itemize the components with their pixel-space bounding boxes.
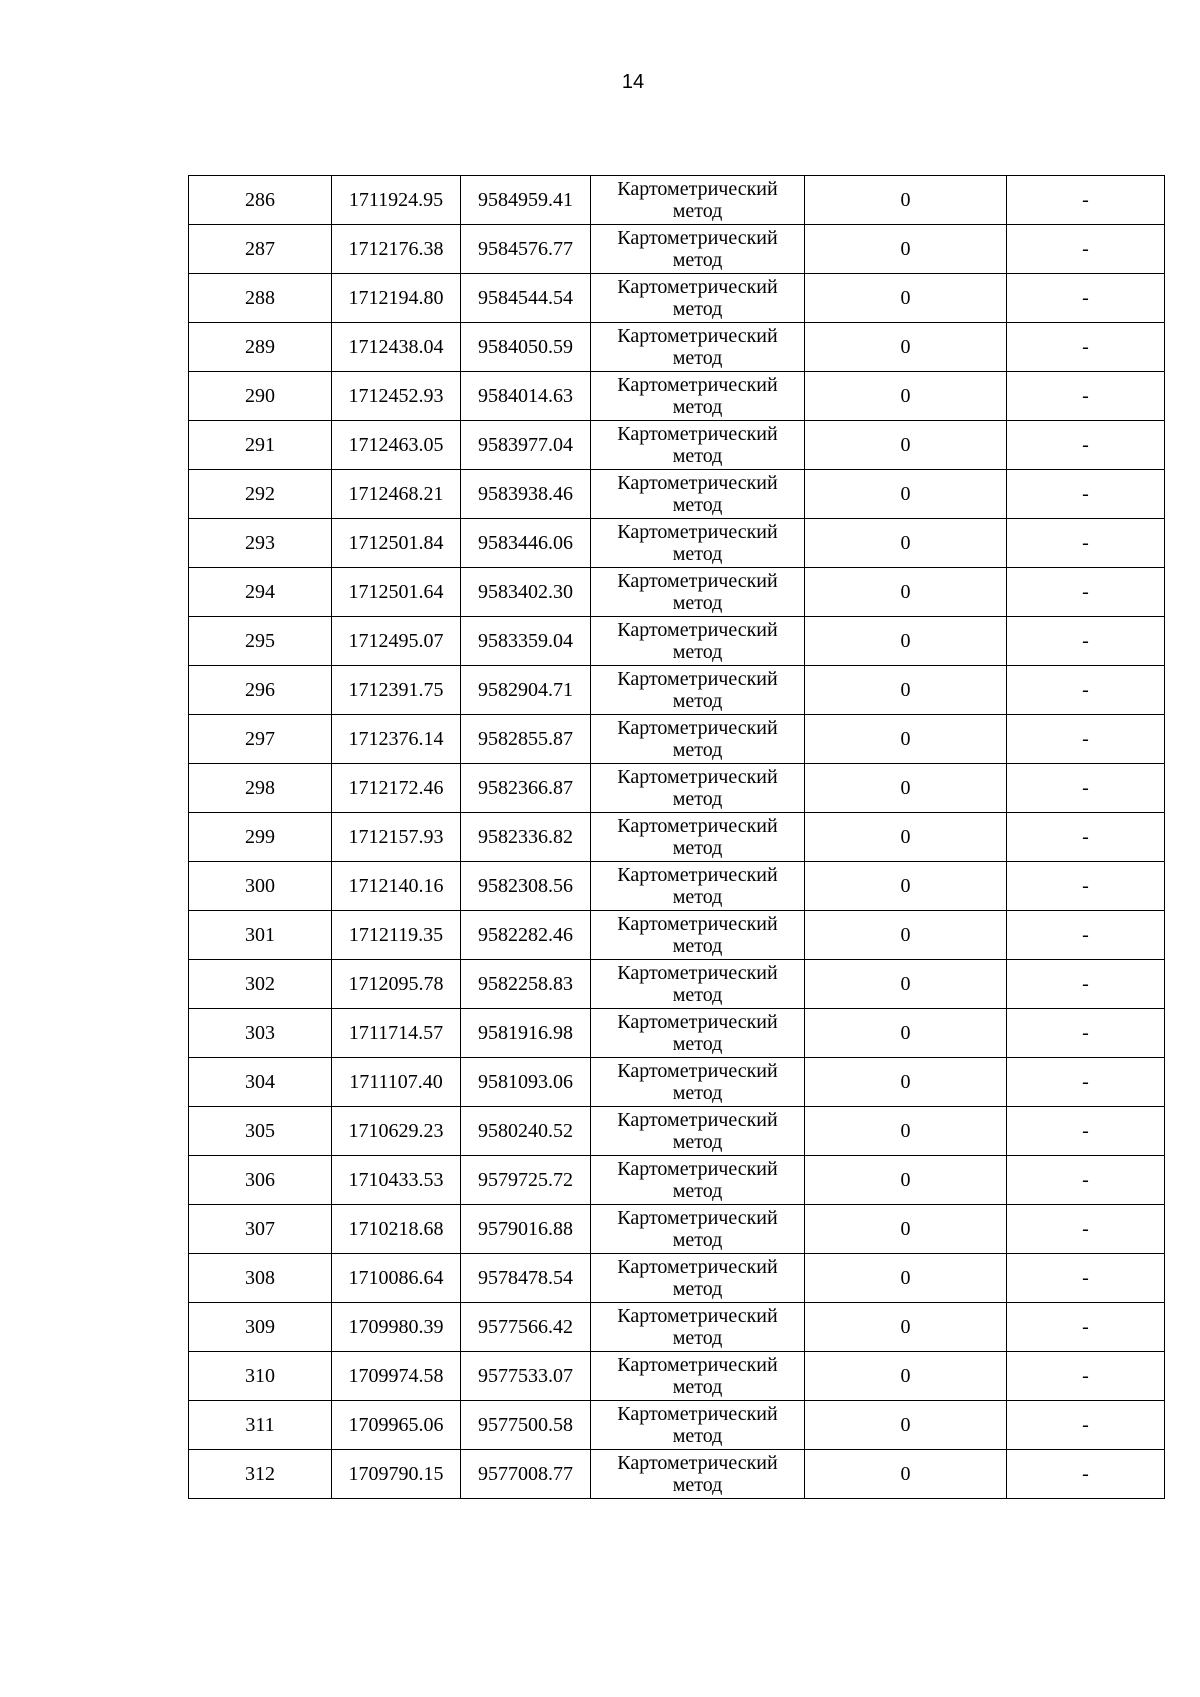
method-cell (591, 715, 805, 764)
x-coordinate-cell: 1712172.46 (332, 764, 461, 813)
x-coordinate-cell: 1712452.93 (332, 372, 461, 421)
page-number-text: 14 (621, 71, 645, 93)
table-row (189, 1156, 1165, 1205)
table-row (189, 911, 1165, 960)
x-coordinate-cell: 1712157.93 (332, 813, 461, 862)
method-line-2: метод (672, 1327, 723, 1349)
method-line-1: Картометрический (617, 1452, 778, 1474)
method-cell (591, 764, 805, 813)
note-cell: - (1007, 764, 1165, 813)
method-cell (591, 1303, 805, 1352)
error-cell: 0 (805, 1156, 1007, 1205)
point-number-cell: 306 (189, 1156, 332, 1205)
table-row (189, 1107, 1165, 1156)
note-cell: - (1007, 617, 1165, 666)
x-coordinate-cell: 1711107.40 (332, 1058, 461, 1107)
point-number-cell: 299 (189, 813, 332, 862)
note-cell: - (1007, 1156, 1165, 1205)
y-coordinate-cell: 9582904.71 (461, 666, 591, 715)
error-cell: 0 (805, 323, 1007, 372)
method-cell (591, 519, 805, 568)
point-number-cell: 307 (189, 1205, 332, 1254)
note-cell: - (1007, 323, 1165, 372)
note-cell: - (1007, 1205, 1165, 1254)
method-cell (591, 323, 805, 372)
y-coordinate-cell: 9577008.77 (461, 1450, 591, 1499)
method-line-2: метод (672, 298, 723, 320)
note-cell: - (1007, 176, 1165, 225)
y-coordinate-cell: 9584014.63 (461, 372, 591, 421)
point-number-cell: 302 (189, 960, 332, 1009)
method-line-2: метод (672, 1131, 723, 1153)
method-cell (591, 1352, 805, 1401)
note-cell: - (1007, 1058, 1165, 1107)
method-line-1: Картометрический (617, 913, 778, 935)
point-number-cell: 296 (189, 666, 332, 715)
error-cell: 0 (805, 1009, 1007, 1058)
note-cell: - (1007, 1401, 1165, 1450)
note-cell: - (1007, 862, 1165, 911)
y-coordinate-cell: 9583446.06 (461, 519, 591, 568)
method-cell (591, 1156, 805, 1205)
table-row (189, 519, 1165, 568)
point-number-cell: 304 (189, 1058, 332, 1107)
method-line-2: метод (672, 1474, 723, 1496)
table-row (189, 274, 1165, 323)
method-line-1: Картометрический (617, 1354, 778, 1376)
method-line-2: метод (672, 494, 723, 516)
y-coordinate-cell: 9578478.54 (461, 1254, 591, 1303)
method-cell (591, 862, 805, 911)
method-line-1: Картометрический (617, 864, 778, 886)
note-cell: - (1007, 1352, 1165, 1401)
x-coordinate-cell: 1709790.15 (332, 1450, 461, 1499)
point-number-cell: 294 (189, 568, 332, 617)
method-cell (591, 372, 805, 421)
method-line-2: метод (672, 1180, 723, 1202)
note-cell: - (1007, 568, 1165, 617)
table-row (189, 1401, 1165, 1450)
method-cell (591, 1401, 805, 1450)
error-cell: 0 (805, 225, 1007, 274)
x-coordinate-cell: 1709974.58 (332, 1352, 461, 1401)
table-row (189, 568, 1165, 617)
method-line-2: метод (672, 1082, 723, 1104)
note-cell: - (1007, 519, 1165, 568)
y-coordinate-cell: 9577500.58 (461, 1401, 591, 1450)
method-line-1: Картометрический (617, 276, 778, 298)
x-coordinate-cell: 1709965.06 (332, 1401, 461, 1450)
table-row (189, 764, 1165, 813)
method-cell (591, 911, 805, 960)
method-cell (591, 470, 805, 519)
y-coordinate-cell: 9582366.87 (461, 764, 591, 813)
y-coordinate-cell: 9582258.83 (461, 960, 591, 1009)
method-cell (591, 617, 805, 666)
x-coordinate-cell: 1712438.04 (332, 323, 461, 372)
method-line-2: метод (672, 690, 723, 712)
method-line-2: метод (672, 739, 723, 761)
y-coordinate-cell: 9583938.46 (461, 470, 591, 519)
method-line-2: метод (672, 1376, 723, 1398)
error-cell: 0 (805, 176, 1007, 225)
y-coordinate-cell: 9582336.82 (461, 813, 591, 862)
note-cell: - (1007, 1009, 1165, 1058)
y-coordinate-cell: 9584050.59 (461, 323, 591, 372)
point-number-cell: 311 (189, 1401, 332, 1450)
point-number-cell: 288 (189, 274, 332, 323)
error-cell: 0 (805, 470, 1007, 519)
point-number-cell: 303 (189, 1009, 332, 1058)
x-coordinate-cell: 1709980.39 (332, 1303, 461, 1352)
method-cell (591, 1009, 805, 1058)
y-coordinate-cell: 9581093.06 (461, 1058, 591, 1107)
coordinates-table-body (189, 176, 1165, 1499)
table-row (189, 1009, 1165, 1058)
x-coordinate-cell: 1711714.57 (332, 1009, 461, 1058)
point-number-cell: 309 (189, 1303, 332, 1352)
note-cell: - (1007, 421, 1165, 470)
y-coordinate-cell: 9584544.54 (461, 274, 591, 323)
table-row (189, 323, 1165, 372)
error-cell: 0 (805, 813, 1007, 862)
error-cell: 0 (805, 421, 1007, 470)
point-number-cell: 293 (189, 519, 332, 568)
method-line-1: Картометрический (617, 570, 778, 592)
point-number-cell: 310 (189, 1352, 332, 1401)
table-row (189, 960, 1165, 1009)
method-cell (591, 568, 805, 617)
method-line-1: Картометрический (617, 766, 778, 788)
method-line-1: Картометрический (617, 521, 778, 543)
method-line-2: метод (672, 935, 723, 957)
table-row (189, 1254, 1165, 1303)
method-line-1: Картометрический (617, 1305, 778, 1327)
method-line-1: Картометрический (617, 178, 778, 200)
y-coordinate-cell: 9581916.98 (461, 1009, 591, 1058)
y-coordinate-cell: 9579016.88 (461, 1205, 591, 1254)
method-line-2: метод (672, 641, 723, 663)
method-line-1: Картометрический (617, 1207, 778, 1229)
point-number-cell: 290 (189, 372, 332, 421)
method-line-1: Картометрический (617, 374, 778, 396)
x-coordinate-cell: 1710629.23 (332, 1107, 461, 1156)
y-coordinate-cell: 9582308.56 (461, 862, 591, 911)
note-cell: - (1007, 813, 1165, 862)
note-cell: - (1007, 225, 1165, 274)
method-line-2: метод (672, 984, 723, 1006)
method-line-2: метод (672, 592, 723, 614)
error-cell: 0 (805, 274, 1007, 323)
error-cell: 0 (805, 1450, 1007, 1499)
method-cell (591, 666, 805, 715)
point-number-cell: 300 (189, 862, 332, 911)
x-coordinate-cell: 1712501.84 (332, 519, 461, 568)
y-coordinate-cell: 9580240.52 (461, 1107, 591, 1156)
error-cell: 0 (805, 1254, 1007, 1303)
y-coordinate-cell: 9577533.07 (461, 1352, 591, 1401)
error-cell: 0 (805, 666, 1007, 715)
y-coordinate-cell: 9583402.30 (461, 568, 591, 617)
method-line-1: Картометрический (617, 325, 778, 347)
method-line-2: метод (672, 249, 723, 271)
method-line-1: Картометрический (617, 423, 778, 445)
method-cell (591, 1205, 805, 1254)
method-cell (591, 960, 805, 1009)
point-number-cell: 297 (189, 715, 332, 764)
method-line-2: метод (672, 1033, 723, 1055)
y-coordinate-cell: 9584959.41 (461, 176, 591, 225)
method-line-1: Картометрический (617, 1011, 778, 1033)
coordinates-table (188, 175, 1165, 1499)
error-cell: 0 (805, 1058, 1007, 1107)
method-line-2: метод (672, 1229, 723, 1251)
x-coordinate-cell: 1712176.38 (332, 225, 461, 274)
y-coordinate-cell: 9583359.04 (461, 617, 591, 666)
point-number-cell: 291 (189, 421, 332, 470)
note-cell: - (1007, 274, 1165, 323)
method-line-1: Картометрический (617, 1158, 778, 1180)
table-row (189, 470, 1165, 519)
table-row (189, 421, 1165, 470)
method-cell (591, 1450, 805, 1499)
x-coordinate-cell: 1712119.35 (332, 911, 461, 960)
error-cell: 0 (805, 911, 1007, 960)
table-row (189, 1205, 1165, 1254)
method-line-2: метод (672, 837, 723, 859)
x-coordinate-cell: 1712194.80 (332, 274, 461, 323)
point-number-cell: 305 (189, 1107, 332, 1156)
method-line-1: Картометрический (617, 1403, 778, 1425)
table-row (189, 372, 1165, 421)
y-coordinate-cell: 9582855.87 (461, 715, 591, 764)
error-cell: 0 (805, 519, 1007, 568)
table-row (189, 1303, 1165, 1352)
y-coordinate-cell: 9579725.72 (461, 1156, 591, 1205)
method-line-1: Картометрический (617, 668, 778, 690)
method-line-1: Картометрический (617, 619, 778, 641)
method-line-2: метод (672, 543, 723, 565)
method-line-1: Картометрический (617, 815, 778, 837)
method-line-1: Картометрический (617, 472, 778, 494)
table-row (189, 715, 1165, 764)
error-cell: 0 (805, 1401, 1007, 1450)
error-cell: 0 (805, 1352, 1007, 1401)
error-cell: 0 (805, 960, 1007, 1009)
y-coordinate-cell: 9583977.04 (461, 421, 591, 470)
method-line-2: метод (672, 1278, 723, 1300)
point-number-cell: 292 (189, 470, 332, 519)
note-cell: - (1007, 1254, 1165, 1303)
point-number-cell: 286 (189, 176, 332, 225)
y-coordinate-cell: 9577566.42 (461, 1303, 591, 1352)
y-coordinate-cell: 9584576.77 (461, 225, 591, 274)
method-line-1: Картометрический (617, 717, 778, 739)
method-line-1: Картометрический (617, 1256, 778, 1278)
error-cell: 0 (805, 568, 1007, 617)
x-coordinate-cell: 1712463.05 (332, 421, 461, 470)
x-coordinate-cell: 1712391.75 (332, 666, 461, 715)
error-cell: 0 (805, 862, 1007, 911)
method-cell (591, 225, 805, 274)
point-number-cell: 298 (189, 764, 332, 813)
x-coordinate-cell: 1712495.07 (332, 617, 461, 666)
x-coordinate-cell: 1710218.68 (332, 1205, 461, 1254)
point-number-cell: 308 (189, 1254, 332, 1303)
error-cell: 0 (805, 617, 1007, 666)
error-cell: 0 (805, 372, 1007, 421)
x-coordinate-cell: 1712095.78 (332, 960, 461, 1009)
method-cell (591, 176, 805, 225)
method-line-1: Картометрический (617, 1109, 778, 1131)
method-cell (591, 274, 805, 323)
table-row (189, 1352, 1165, 1401)
note-cell: - (1007, 1303, 1165, 1352)
table-row (189, 666, 1165, 715)
note-cell: - (1007, 715, 1165, 764)
x-coordinate-cell: 1711924.95 (332, 176, 461, 225)
error-cell: 0 (805, 764, 1007, 813)
point-number-cell: 295 (189, 617, 332, 666)
method-line-2: метод (672, 347, 723, 369)
x-coordinate-cell: 1712501.64 (332, 568, 461, 617)
table-row (189, 862, 1165, 911)
x-coordinate-cell: 1712468.21 (332, 470, 461, 519)
method-cell (591, 1058, 805, 1107)
point-number-cell: 289 (189, 323, 332, 372)
method-cell (591, 1107, 805, 1156)
note-cell: - (1007, 372, 1165, 421)
method-line-2: метод (672, 886, 723, 908)
note-cell: - (1007, 960, 1165, 1009)
note-cell: - (1007, 666, 1165, 715)
error-cell: 0 (805, 1107, 1007, 1156)
note-cell: - (1007, 911, 1165, 960)
table-row (189, 176, 1165, 225)
method-cell (591, 813, 805, 862)
method-cell (591, 1254, 805, 1303)
x-coordinate-cell: 1710433.53 (332, 1156, 461, 1205)
x-coordinate-cell: 1710086.64 (332, 1254, 461, 1303)
method-cell (591, 421, 805, 470)
method-line-1: Картометрический (617, 227, 778, 249)
method-line-1: Картометрический (617, 1060, 778, 1082)
table-row (189, 813, 1165, 862)
note-cell: - (1007, 470, 1165, 519)
table-row (189, 617, 1165, 666)
method-line-2: метод (672, 788, 723, 810)
x-coordinate-cell: 1712376.14 (332, 715, 461, 764)
error-cell: 0 (805, 1205, 1007, 1254)
table-row (189, 225, 1165, 274)
point-number-cell: 301 (189, 911, 332, 960)
point-number-cell: 287 (189, 225, 332, 274)
method-line-2: метод (672, 1425, 723, 1447)
note-cell: - (1007, 1107, 1165, 1156)
method-line-2: метод (672, 445, 723, 467)
x-coordinate-cell: 1712140.16 (332, 862, 461, 911)
table-row (189, 1450, 1165, 1499)
note-cell: - (1007, 1450, 1165, 1499)
table-row (189, 1058, 1165, 1107)
error-cell: 0 (805, 715, 1007, 764)
method-line-2: метод (672, 200, 723, 222)
y-coordinate-cell: 9582282.46 (461, 911, 591, 960)
method-line-2: метод (672, 396, 723, 418)
method-line-1: Картометрический (617, 962, 778, 984)
error-cell: 0 (805, 1303, 1007, 1352)
point-number-cell: 312 (189, 1450, 332, 1499)
